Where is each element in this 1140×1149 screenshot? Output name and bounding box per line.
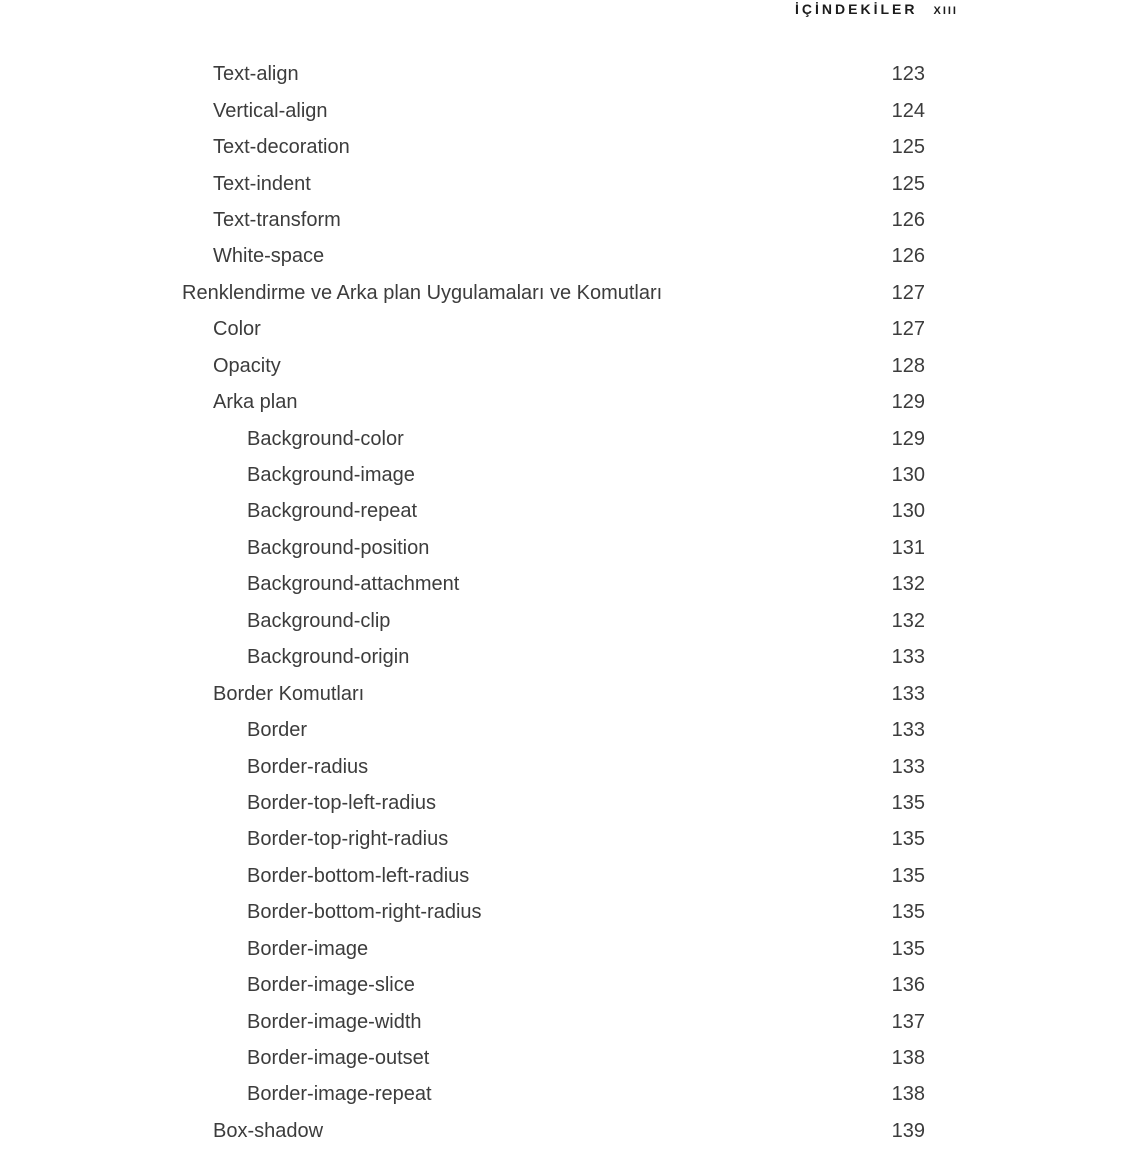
toc-entry-label: Border-top-left-radius xyxy=(247,792,436,813)
toc-entry-label: Border-top-right-radius xyxy=(247,829,449,850)
toc-entry-page-number: 135 xyxy=(891,791,925,814)
toc-entry-label: Border-image-slice xyxy=(247,975,415,996)
toc-entry-page-number: 138 xyxy=(891,1047,925,1070)
toc-entry xyxy=(182,56,925,92)
toc-entry xyxy=(182,894,925,930)
table-of-contents xyxy=(182,56,925,1149)
toc-entry xyxy=(182,348,925,384)
toc-entry-page-number: 135 xyxy=(891,828,925,851)
toc-entry xyxy=(182,457,925,493)
toc-entry xyxy=(182,1113,925,1149)
toc-entry xyxy=(182,311,925,347)
toc-entry-label: Border-image-repeat xyxy=(247,1084,432,1105)
toc-entry-label: White-space xyxy=(213,246,325,267)
toc-entry-page-number: 127 xyxy=(891,281,925,304)
toc-entry-page-number: 128 xyxy=(891,354,925,377)
running-head-title: İÇİNDEKİLER xyxy=(795,1,918,17)
toc-entry-label: Background-clip xyxy=(247,610,391,631)
toc-entry-page-number: 139 xyxy=(891,1119,925,1142)
toc-entry-label: Renklendirme ve Arka plan Uygulamaları ve Komutları xyxy=(182,282,663,303)
toc-entry-label: Opacity xyxy=(213,355,281,376)
toc-entry-label: Arka plan xyxy=(213,392,298,413)
toc-entry xyxy=(182,712,925,748)
toc-entry xyxy=(182,275,925,311)
toc-entry xyxy=(182,566,925,602)
toc-entry-page-number: 126 xyxy=(891,208,925,231)
toc-entry-label: Text-indent xyxy=(213,173,311,194)
toc-entry-label: Background-position xyxy=(247,537,430,558)
toc-entry-page-number: 132 xyxy=(891,609,925,632)
toc-entry-page-number: 132 xyxy=(891,573,925,596)
toc-entry xyxy=(182,530,925,566)
toc-entry-label: Text-align xyxy=(213,64,299,85)
toc-entry xyxy=(182,858,925,894)
toc-entry-label: Background-attachment xyxy=(247,574,460,595)
toc-entry-page-number: 129 xyxy=(891,427,925,450)
toc-entry xyxy=(182,821,925,857)
toc-entry-label: Text-decoration xyxy=(213,137,350,158)
toc-entry-page-number: 135 xyxy=(891,901,925,924)
toc-entry-label: Text-transform xyxy=(213,209,341,230)
toc-entry-label: Color xyxy=(213,319,261,340)
toc-entry xyxy=(182,129,925,165)
toc-entry-label: Border-image-outset xyxy=(247,1048,430,1069)
toc-entry-page-number: 131 xyxy=(891,536,925,559)
toc-entry-page-number: 124 xyxy=(891,99,925,122)
toc-entry-label: Background-image xyxy=(247,465,415,486)
toc-entry-page-number: 133 xyxy=(891,719,925,742)
toc-entry-label: Box-shadow xyxy=(213,1120,324,1141)
toc-entry xyxy=(182,1003,925,1039)
toc-entry-label: Background-repeat xyxy=(247,501,418,522)
toc-entry-page-number: 133 xyxy=(891,755,925,778)
toc-entry-label: Border-radius xyxy=(247,756,369,777)
toc-entry xyxy=(182,785,925,821)
toc-entry-page-number: 136 xyxy=(891,974,925,997)
toc-entry-label: Border-image xyxy=(247,938,369,959)
toc-entry-label: Background-origin xyxy=(247,647,410,668)
toc-entry xyxy=(182,420,925,456)
toc-entry-label: Border-image-width xyxy=(247,1011,422,1032)
toc-entry xyxy=(182,384,925,420)
toc-entry xyxy=(182,92,925,128)
toc-entry-page-number: 123 xyxy=(891,63,925,86)
toc-entry xyxy=(182,748,925,784)
toc-entry-label: Vertical-align xyxy=(213,100,328,121)
toc-entry-page-number: 135 xyxy=(891,937,925,960)
toc-entry-page-number: 125 xyxy=(891,136,925,159)
running-head-page-number: XIII xyxy=(933,5,958,17)
toc-entry xyxy=(182,967,925,1003)
toc-entry xyxy=(182,603,925,639)
toc-entry-page-number: 133 xyxy=(891,646,925,669)
toc-entry-page-number: 129 xyxy=(891,391,925,414)
toc-entry xyxy=(182,1040,925,1076)
toc-entry-page-number: 137 xyxy=(891,1010,925,1033)
toc-entry xyxy=(182,493,925,529)
toc-entry-page-number: 127 xyxy=(891,318,925,341)
toc-entry-page-number: 130 xyxy=(891,500,925,523)
toc-entry xyxy=(182,675,925,711)
toc-entry-page-number: 138 xyxy=(891,1083,925,1106)
toc-entry-page-number: 126 xyxy=(891,245,925,268)
toc-entry-page-number: 133 xyxy=(891,682,925,705)
toc-entry xyxy=(182,238,925,274)
toc-entry xyxy=(182,1076,925,1112)
toc-entry-label: Border-bottom-left-radius xyxy=(247,865,470,886)
toc-entry-page-number: 125 xyxy=(891,172,925,195)
toc-entry-label: Border-bottom-right-radius xyxy=(247,902,482,923)
toc-entry xyxy=(182,165,925,201)
toc-entry-label: Background-color xyxy=(247,428,404,449)
toc-entry-label: Border xyxy=(247,720,308,741)
running-head xyxy=(0,1,958,19)
toc-entry-page-number: 130 xyxy=(891,464,925,487)
toc-entry xyxy=(182,931,925,967)
toc-entry-page-number: 135 xyxy=(891,864,925,887)
toc-entry-label: Border Komutları xyxy=(213,683,365,704)
toc-entry xyxy=(182,639,925,675)
toc-entry xyxy=(182,202,925,238)
